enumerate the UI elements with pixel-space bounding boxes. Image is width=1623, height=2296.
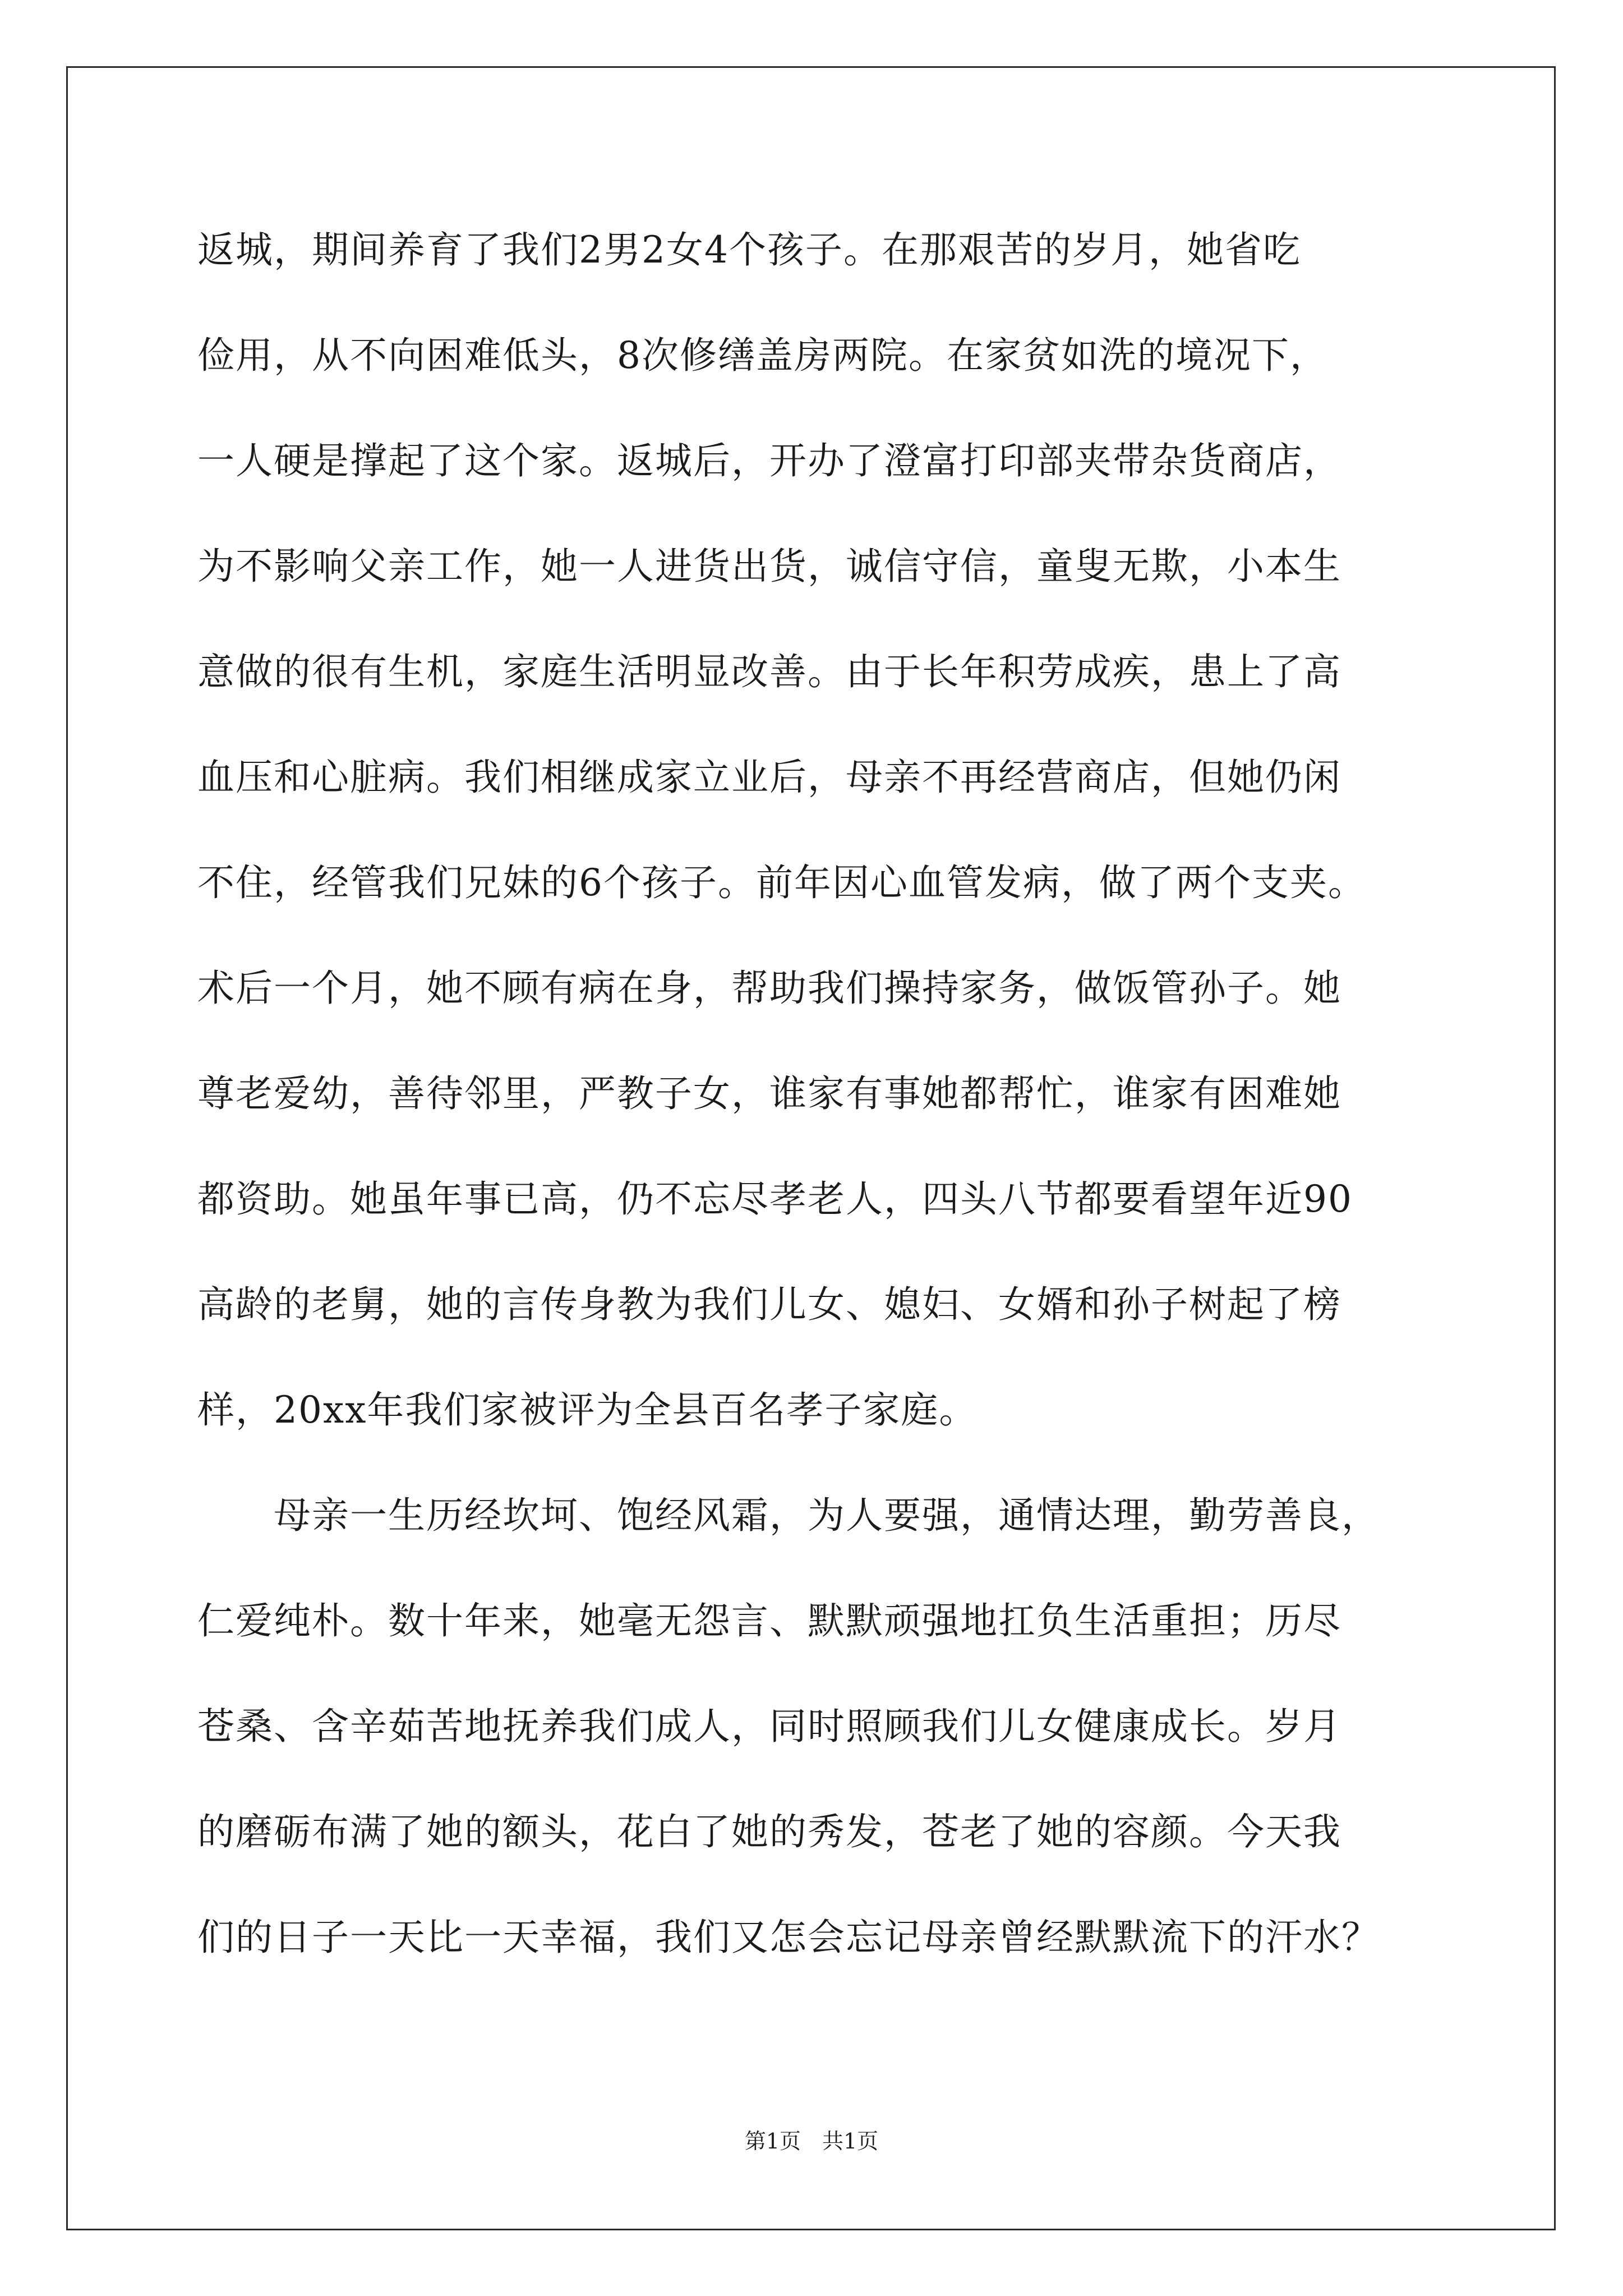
document-body (197, 223, 1465, 2016)
text-line: 苍桑、含辛茹苦地抚养我们成人，同时照顾我们儿女健康成长。岁月 (197, 1705, 1341, 1748)
text-line: 们的日子一天比一天幸福，我们又怎会忘记母亲曾经默默流下的汗水？ (197, 1916, 1380, 1959)
text-line: 的磨砺布满了她的额头，花白了她的秀发，苍老了她的容颜。今天我 (197, 1810, 1341, 1853)
text-line: 仁爱纯朴。数十年来，她毫无怨言、默默顽强地扛负生活重担；历尽 (197, 1599, 1341, 1642)
text-line: 都资助。她虽年事已高，仍不忘尽孝老人，四头八节都要看望年近90 (197, 1177, 1353, 1221)
text-line: 一人硬是撑起了这个家。返城后，开办了澄富打印部夹带杂货商店， (197, 439, 1341, 482)
text-line: 意做的很有生机，家庭生活明显改善。由于长年积劳成疾，患上了高 (197, 650, 1341, 693)
text-line: 术后一个月，她不顾有病在身，帮助我们操持家务，做饭管孙子。她 (197, 967, 1341, 1010)
text-line: 高龄的老舅，她的言传身教为我们儿女、媳妇、女婿和孙子树起了榜 (197, 1283, 1341, 1326)
text-line: 返城，期间养育了我们2男2女4个孩子。在那艰苦的岁月，她省吃 (197, 228, 1301, 272)
text-line: 样，20xx年我们家被评为全县百名孝子家庭。 (197, 1388, 978, 1432)
text-line: 尊老爱幼，善待邻里，严教子女，谁家有事她都帮忙，谁家有困难她 (197, 1072, 1341, 1115)
text-line: 俭用，从不向困难低头，8次修缮盖房两院。在家贫如洗的境况下， (197, 334, 1328, 377)
page-footer: 第1页 共1页 (744, 2129, 879, 2154)
text-line: 血压和心脏病。我们相继成家立业后，母亲不再经营商店，但她仍闲 (197, 756, 1341, 799)
text-line: 母亲一生历经坎坷、饱经风霜，为人要强，通情达理，勤劳善良， (197, 1494, 1380, 1537)
text-line: 不住，经管我们兄妹的6个孩子。前年因心血管发病，做了两个支夹。 (197, 861, 1366, 904)
text-line: 为不影响父亲工作，她一人进货出货，诚信守信，童叟无欺，小本生 (197, 545, 1341, 588)
